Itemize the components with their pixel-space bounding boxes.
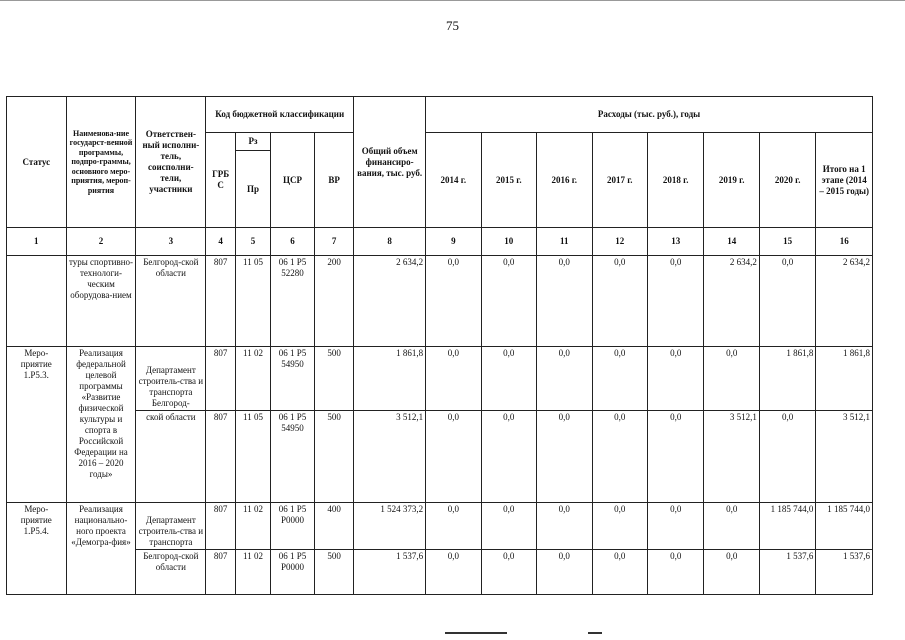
column-number-row <box>7 228 873 256</box>
cell-2020: 1 185 744,0 <box>759 503 815 550</box>
cell-grbs: 807 <box>206 503 236 550</box>
header-2016: 2016 г. <box>537 133 592 228</box>
cell-responsible: ской области <box>136 411 206 503</box>
cell-2020: 1 537,6 <box>759 550 815 595</box>
budget-table <box>6 96 873 595</box>
cell-2017: 0,0 <box>592 256 647 347</box>
cell-rzpr: 11 02 <box>236 347 271 411</box>
cell-total: 1 524 373,2 <box>354 503 426 550</box>
header-expenses: Расходы (тыс. руб.), годы <box>426 97 873 133</box>
cell-grbs: 807 <box>206 347 236 411</box>
header-2018: 2018 г. <box>647 133 703 228</box>
cell-status <box>7 256 67 347</box>
cell-total: 2 634,2 <box>354 256 426 347</box>
cell-csr: 06 1 P5 54950 <box>270 347 314 411</box>
cell-grbs: 807 <box>206 256 236 347</box>
column-number: 8 <box>354 228 426 256</box>
table-row <box>7 411 873 503</box>
header-csr: ЦСР <box>270 133 314 228</box>
header-2019: 2019 г. <box>704 133 759 228</box>
cell-2019: 2 634,2 <box>704 256 759 347</box>
cell-stage-total: 3 512,1 <box>816 411 873 503</box>
cell-2017: 0,0 <box>592 347 647 411</box>
cell-responsible: Белгород-ской области <box>136 550 206 595</box>
cell-total: 3 512,1 <box>354 411 426 503</box>
column-number: 11 <box>537 228 592 256</box>
table-row <box>7 550 873 595</box>
cell-2019: 3 512,1 <box>704 411 759 503</box>
cell-2016: 0,0 <box>537 256 592 347</box>
cell-csr: 06 1 P5 54950 <box>270 411 314 503</box>
cell-2019: 0,0 <box>704 503 759 550</box>
table-row <box>7 256 873 347</box>
cell-vr: 500 <box>315 550 354 595</box>
cell-2018: 0,0 <box>647 347 703 411</box>
column-number: 7 <box>315 228 354 256</box>
scan-artifact-mark <box>588 632 602 634</box>
column-number: 13 <box>647 228 703 256</box>
column-number: 15 <box>759 228 815 256</box>
table-row <box>7 347 873 411</box>
cell-rzpr: 11 05 <box>236 411 271 503</box>
cell-stage-total: 2 634,2 <box>816 256 873 347</box>
header-grbs: ГРБ С <box>206 133 236 228</box>
header-2015: 2015 г. <box>481 133 536 228</box>
header-2017: 2017 г. <box>592 133 647 228</box>
cell-2014: 0,0 <box>426 411 481 503</box>
column-number: 10 <box>481 228 536 256</box>
scan-edge-line <box>0 0 905 1</box>
cell-grbs: 807 <box>206 411 236 503</box>
cell-vr: 500 <box>315 347 354 411</box>
header-responsible: Ответствен-ный исполни-тель, соисполни-тели, участники <box>136 97 206 228</box>
cell-2020: 0,0 <box>759 411 815 503</box>
column-number: 2 <box>66 228 136 256</box>
cell-2016: 0,0 <box>537 503 592 550</box>
cell-stage-total: 1 185 744,0 <box>816 503 873 550</box>
cell-status: Меро-приятие 1.Р5.3. <box>7 347 67 503</box>
cell-2014: 0,0 <box>426 347 481 411</box>
cell-2017: 0,0 <box>592 550 647 595</box>
cell-2018: 0,0 <box>647 550 703 595</box>
column-number: 3 <box>136 228 206 256</box>
scan-artifact-mark <box>445 632 507 634</box>
cell-rzpr: 11 02 <box>236 503 271 550</box>
header-status: Статус <box>7 97 67 228</box>
column-number: 6 <box>270 228 314 256</box>
cell-2020: 0,0 <box>759 256 815 347</box>
column-number: 14 <box>704 228 759 256</box>
cell-responsible: Департамент строитель-ства и транспорта Белгород- <box>136 347 206 411</box>
cell-2015: 0,0 <box>481 503 536 550</box>
cell-2015: 0,0 <box>481 347 536 411</box>
cell-rzpr: 11 02 <box>236 550 271 595</box>
column-number: 5 <box>236 228 271 256</box>
column-number: 1 <box>7 228 67 256</box>
cell-2014: 0,0 <box>426 550 481 595</box>
cell-2015: 0,0 <box>481 256 536 347</box>
header-budget-code: Код бюджетной классификации <box>206 97 354 133</box>
cell-stage-total: 1 537,6 <box>816 550 873 595</box>
cell-2019: 0,0 <box>704 550 759 595</box>
cell-2015: 0,0 <box>481 550 536 595</box>
header-name: Наименова-ние государст-венной программы, подпро-граммы, основного меро-приятия, мероп-риятия <box>66 97 136 228</box>
cell-2014: 0,0 <box>426 256 481 347</box>
cell-rzpr: 11 05 <box>236 256 271 347</box>
column-number: 16 <box>816 228 873 256</box>
cell-2016: 0,0 <box>537 347 592 411</box>
cell-responsible: Департамент строитель-ства и транспорта <box>136 503 206 550</box>
cell-csr: 06 1 P5 52280 <box>270 256 314 347</box>
cell-total: 1 537,6 <box>354 550 426 595</box>
table-row <box>7 503 873 550</box>
header-2020: 2020 г. <box>759 133 815 228</box>
cell-grbs: 807 <box>206 550 236 595</box>
cell-2016: 0,0 <box>537 411 592 503</box>
header-row-1 <box>7 97 873 133</box>
cell-2014: 0,0 <box>426 503 481 550</box>
cell-2020: 1 861,8 <box>759 347 815 411</box>
column-number: 4 <box>206 228 236 256</box>
column-number: 12 <box>592 228 647 256</box>
cell-responsible: Белгород-ской области <box>136 256 206 347</box>
cell-2019: 0,0 <box>704 347 759 411</box>
cell-2018: 0,0 <box>647 256 703 347</box>
cell-name: туры спортивно-технологи-ческим оборудова-нием <box>66 256 136 347</box>
header-pr: Пр <box>236 151 271 228</box>
cell-name: Реализация национально-ного проекта «Демогра-фия» <box>66 503 136 595</box>
cell-name: Реализация федеральной целевой программы «Развитие физической культуры и спорта в Российской Федерации на 2016 – 2020 годы» <box>66 347 136 503</box>
cell-csr: 06 1 P5 P0000 <box>270 550 314 595</box>
header-vr: ВР <box>315 133 354 228</box>
cell-status: Меро-приятие 1.Р5.4. <box>7 503 67 595</box>
cell-vr: 200 <box>315 256 354 347</box>
cell-vr: 500 <box>315 411 354 503</box>
cell-stage-total: 1 861,8 <box>816 347 873 411</box>
cell-2018: 0,0 <box>647 503 703 550</box>
cell-total: 1 861,8 <box>354 347 426 411</box>
header-2014: 2014 г. <box>426 133 481 228</box>
cell-2017: 0,0 <box>592 503 647 550</box>
header-stage-total: Итого на 1 этапе (2014 – 2015 годы) <box>816 133 873 228</box>
header-rz: Рз <box>236 133 271 151</box>
header-total: Общий объем финансиро-вания, тыс. руб. <box>354 97 426 228</box>
cell-2016: 0,0 <box>537 550 592 595</box>
cell-2015: 0,0 <box>481 411 536 503</box>
cell-vr: 400 <box>315 503 354 550</box>
page-number: 75 <box>446 18 459 33</box>
cell-csr: 06 1 P5 P0000 <box>270 503 314 550</box>
column-number: 9 <box>426 228 481 256</box>
cell-2018: 0,0 <box>647 411 703 503</box>
cell-2017: 0,0 <box>592 411 647 503</box>
